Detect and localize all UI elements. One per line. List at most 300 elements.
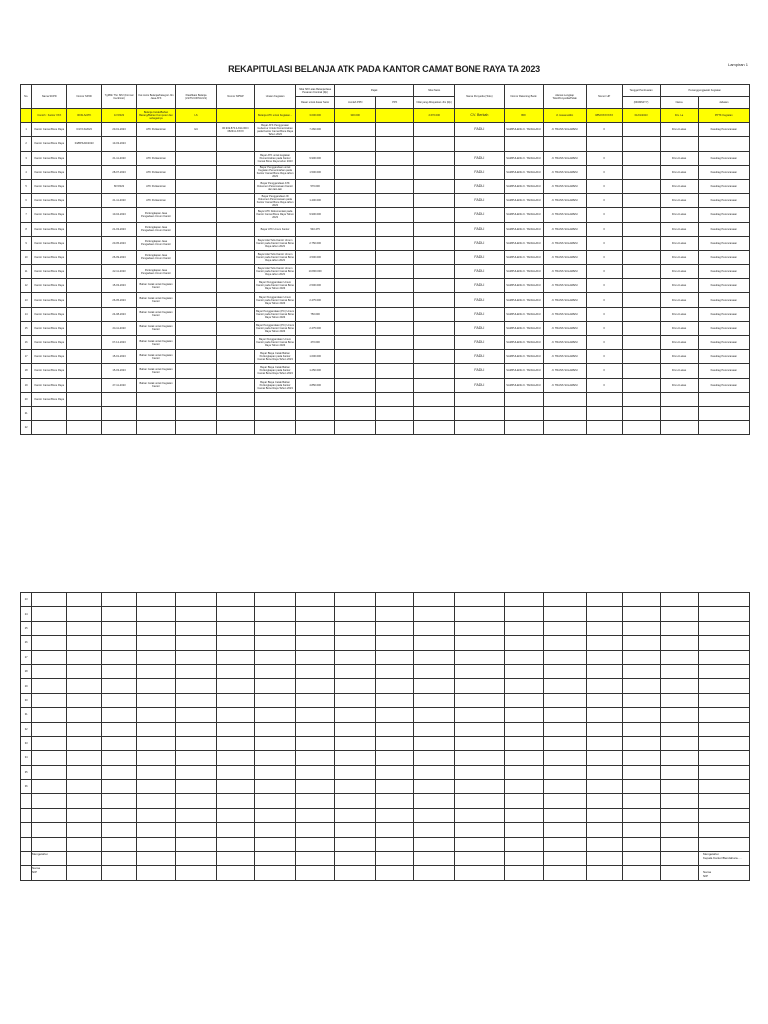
row-npwp xyxy=(217,109,255,123)
empty-cell xyxy=(586,664,622,678)
row-pph xyxy=(376,236,414,250)
row-tanggal: 28-07-2023 xyxy=(102,165,137,179)
empty-cell xyxy=(176,808,217,822)
row-hp: 0 xyxy=(586,293,622,307)
empty-cell xyxy=(67,636,102,650)
empty-cell xyxy=(217,621,255,635)
row-nilai: 4.850.000 xyxy=(296,378,335,392)
row-penyedia: FADLI xyxy=(455,165,504,179)
row-spm xyxy=(67,406,102,420)
row-pph xyxy=(376,265,414,279)
empty-cell xyxy=(137,693,176,707)
empty-cell xyxy=(32,636,67,650)
empty-cell xyxy=(455,693,504,707)
row-nilai: 2.750.000 xyxy=(296,236,335,250)
empty-cell xyxy=(32,765,67,779)
row-jabatan: Kasubag Perencanaan xyxy=(698,378,749,392)
empty-cell xyxy=(176,736,217,750)
empty-cell xyxy=(504,852,543,866)
row-nilai: 576.000 xyxy=(296,179,335,193)
row-nama xyxy=(660,137,698,151)
empty-cell xyxy=(586,751,622,765)
empty-cell xyxy=(586,722,622,736)
row-spm xyxy=(67,236,102,250)
empty-cell xyxy=(176,679,217,693)
row-ppn xyxy=(335,421,376,435)
row-klasifikasi xyxy=(176,179,217,193)
empty-cell xyxy=(414,650,455,664)
row-no: 26 xyxy=(21,636,32,650)
empty-cell xyxy=(176,650,217,664)
empty-cell xyxy=(137,650,176,664)
empty-cell xyxy=(622,823,660,837)
row-no: 5 xyxy=(21,179,32,193)
empty-cell xyxy=(455,607,504,621)
empty-cell xyxy=(217,593,255,607)
row-tanggal: 07-12-2023 xyxy=(102,336,137,350)
row-alamat: Jl. TRANS SULAWESI xyxy=(543,279,586,293)
row-jenis xyxy=(137,421,176,435)
row-nama: Drs.H.Lukas xyxy=(660,265,698,279)
row-jenis: Perlengkapan Jasa Pengadaan Umum Kantor xyxy=(137,222,176,236)
row-klasifikasi xyxy=(176,364,217,378)
row-rekening: SAMPULENG K. TANGGAKU xyxy=(504,236,543,250)
row-nama xyxy=(660,421,698,435)
row-jenis: Perlengkapan Jasa Pengadaan Umum Kantor xyxy=(137,250,176,264)
row-satker: Kantor Camat Bone Raya xyxy=(32,208,67,222)
empty-cell xyxy=(137,751,176,765)
row-tgl-pembuatan xyxy=(622,208,660,222)
empty-cell xyxy=(660,664,698,678)
row-alamat: Jl. TRANS SULAWESI xyxy=(543,265,586,279)
row-tgl-pembuatan xyxy=(622,123,660,137)
empty-cell xyxy=(176,708,217,722)
row-netto xyxy=(414,208,455,222)
row-pph xyxy=(376,392,414,406)
empty-cell xyxy=(660,751,698,765)
row-nilai xyxy=(296,137,335,151)
row-tgl-pembuatan xyxy=(622,137,660,151)
row-spm xyxy=(67,250,102,264)
row-hp: 0 xyxy=(586,336,622,350)
row-jabatan: Kasubag Perencanaan xyxy=(698,250,749,264)
table-row xyxy=(21,321,750,335)
empty-cell xyxy=(586,679,622,693)
row-jenis xyxy=(137,392,176,406)
table-row xyxy=(21,236,750,250)
empty-cell xyxy=(137,794,176,808)
empty-cell xyxy=(504,736,543,750)
empty-cell xyxy=(376,593,414,607)
row-klasifikasi xyxy=(176,378,217,392)
empty-cell xyxy=(217,607,255,621)
empty-cell xyxy=(660,823,698,837)
empty-cell xyxy=(255,636,296,650)
empty-cell xyxy=(622,650,660,664)
empty-cell xyxy=(137,780,176,794)
row-nilai: 3.000.000 xyxy=(296,109,335,123)
empty-cell xyxy=(504,636,543,650)
empty-cell xyxy=(335,722,376,736)
empty-cell xyxy=(32,722,67,736)
row-jabatan: Kasubag Perencanaan xyxy=(698,194,749,208)
row-no: 24 xyxy=(21,607,32,621)
empty-cell xyxy=(622,736,660,750)
row-satker: Kantor Camat Bone Raya xyxy=(32,179,67,193)
empty-cell xyxy=(102,852,137,866)
empty-cell xyxy=(137,722,176,736)
row-satker: Contoh : Kantor XXX xyxy=(32,109,67,123)
row-penyedia: FADLI xyxy=(455,364,504,378)
row-spm xyxy=(67,336,102,350)
empty-cell xyxy=(102,808,137,822)
empty-cell xyxy=(102,708,137,722)
row-tanggal: 20-05-2023 xyxy=(102,236,137,250)
row-satker: Kantor Camat Bone Raya xyxy=(32,293,67,307)
empty-cell xyxy=(102,837,137,851)
row-nilai: 1.500.000 xyxy=(296,165,335,179)
empty-cell xyxy=(255,607,296,621)
table-row xyxy=(21,336,750,350)
row-jenis: Bahan Cetak untuk Kegiatan Kantor xyxy=(137,293,176,307)
empty-cell xyxy=(414,823,455,837)
row-jenis xyxy=(137,137,176,151)
table-row xyxy=(21,607,750,621)
table-row xyxy=(21,679,750,693)
empty-cell xyxy=(660,708,698,722)
empty-cell xyxy=(622,794,660,808)
empty-cell xyxy=(622,780,660,794)
empty-cell xyxy=(67,664,102,678)
empty-cell xyxy=(504,664,543,678)
table-row xyxy=(21,406,750,420)
empty-cell xyxy=(698,593,749,607)
empty-cell xyxy=(67,852,102,866)
row-no: 6 xyxy=(21,194,32,208)
row-satker: Kantor Camat Bone Raya xyxy=(32,151,67,165)
empty-cell xyxy=(102,823,137,837)
empty-cell xyxy=(67,693,102,707)
table-row xyxy=(21,222,750,236)
row-tgl-pembuatan xyxy=(622,350,660,364)
row-klasifikasi xyxy=(176,151,217,165)
col-pph: PPh xyxy=(376,97,414,109)
empty-cell xyxy=(586,837,622,851)
row-ppn xyxy=(335,406,376,420)
row-hp: 0 xyxy=(586,321,622,335)
row-klasifikasi xyxy=(176,307,217,321)
empty-cell xyxy=(335,765,376,779)
empty-cell xyxy=(217,823,255,837)
row-satker: Kantor Camat Bone Raya xyxy=(32,265,67,279)
row-netto xyxy=(414,406,455,420)
empty-cell xyxy=(67,607,102,621)
row-nama xyxy=(660,392,698,406)
col-tgl-code: (DD/MM/YY) xyxy=(622,97,660,109)
row-nama: Drs.H.Lukas xyxy=(660,350,698,364)
row-satker: Kantor Camat Bone Raya xyxy=(32,279,67,293)
empty-cell xyxy=(504,708,543,722)
empty-cell xyxy=(622,593,660,607)
row-spm: 00/KLS/ATK xyxy=(67,109,102,123)
empty-cell xyxy=(217,664,255,678)
empty-cell xyxy=(504,593,543,607)
row-nama: Drs.H.Lukas xyxy=(660,279,698,293)
row-alamat xyxy=(543,421,586,435)
row-alamat: Jl. TRANS SULAWESI xyxy=(543,250,586,264)
row-jabatan: Kasubag Perencanaan xyxy=(698,236,749,250)
row-no xyxy=(21,866,32,880)
row-nilai: 1.400.000 xyxy=(296,194,335,208)
table-row xyxy=(21,722,750,736)
row-nama: Drs.H.Lukas xyxy=(660,208,698,222)
row-hp: 0 xyxy=(586,250,622,264)
row-penyedia xyxy=(455,137,504,151)
empty-cell xyxy=(176,593,217,607)
row-nilai: 2.475.000 xyxy=(296,293,335,307)
empty-cell xyxy=(455,722,504,736)
footer-right-name: Nama xyxy=(703,870,712,874)
empty-cell xyxy=(32,794,67,808)
row-no: 12 xyxy=(21,279,32,293)
row-nama: Drs.H.Lukas xyxy=(660,151,698,165)
empty-cell xyxy=(137,664,176,678)
empty-cell xyxy=(137,808,176,822)
empty-cell xyxy=(455,621,504,635)
row-no: 15 xyxy=(21,321,32,335)
row-npwp xyxy=(217,208,255,222)
row-npwp xyxy=(217,378,255,392)
table-row xyxy=(21,621,750,635)
row-nama: Drs.H.Lukas xyxy=(660,194,698,208)
row-tanggal: 26-05-2023 xyxy=(102,293,137,307)
row-hp xyxy=(586,392,622,406)
row-no: 20 xyxy=(21,392,32,406)
empty-cell xyxy=(660,722,698,736)
row-penyedia: FADLI xyxy=(455,321,504,335)
empty-cell xyxy=(102,751,137,765)
empty-cell xyxy=(376,808,414,822)
row-tgl-pembuatan xyxy=(622,179,660,193)
empty-cell xyxy=(622,693,660,707)
row-tgl-pembuatan xyxy=(622,406,660,420)
row-penyedia: FADLI xyxy=(455,222,504,236)
col-rekening: Nomor Rekening Bank xyxy=(504,85,543,109)
col-no: No. xyxy=(21,85,32,109)
empty-cell xyxy=(176,823,217,837)
empty-cell xyxy=(176,866,217,880)
empty-cell xyxy=(504,722,543,736)
table-row xyxy=(21,823,750,837)
empty-cell xyxy=(102,650,137,664)
empty-cell xyxy=(622,607,660,621)
empty-cell xyxy=(217,794,255,808)
empty-cell xyxy=(455,708,504,722)
row-hp: 0 xyxy=(586,222,622,236)
row-netto xyxy=(414,222,455,236)
empty-cell xyxy=(414,693,455,707)
row-jabatan: Kasubag Perencanaan xyxy=(698,336,749,350)
row-no xyxy=(21,109,32,123)
empty-cell xyxy=(504,751,543,765)
row-jabatan xyxy=(698,137,749,151)
empty-cell xyxy=(32,621,67,635)
row-jabatan: Kasubag Perencanaan xyxy=(698,321,749,335)
row-nilai: 9.900.000 xyxy=(296,208,335,222)
row-uraian: Bayar ATK Dokumentasi pada Kantor Camat Bone Raya Tahun 2023 xyxy=(255,208,296,222)
row-pph xyxy=(376,222,414,236)
empty-cell xyxy=(176,837,217,851)
empty-cell xyxy=(67,621,102,635)
empty-cell xyxy=(296,751,335,765)
empty-cell xyxy=(176,621,217,635)
row-rekening: SAMPULENG K. TANGGAKU xyxy=(504,364,543,378)
empty-cell xyxy=(586,708,622,722)
row-satker: Kantor Camat Bone Raya xyxy=(32,137,67,151)
empty-cell xyxy=(296,780,335,794)
col-penanggung-group: Penanggungjawab Kegiatan xyxy=(660,85,749,97)
empty-cell xyxy=(137,852,176,866)
table-row xyxy=(21,780,750,794)
empty-cell xyxy=(660,794,698,808)
empty-cell xyxy=(414,751,455,765)
row-npwp xyxy=(217,236,255,250)
col-nama: Nama xyxy=(660,97,698,109)
row-pph xyxy=(376,321,414,335)
empty-cell xyxy=(296,794,335,808)
row-rekening: SAMPULENG K. TANGGAKU xyxy=(504,321,543,335)
empty-cell xyxy=(543,621,586,635)
row-spm xyxy=(67,392,102,406)
row-no: 8 xyxy=(21,222,32,236)
empty-cell xyxy=(660,837,698,851)
row-tanggal: 15-03-2023 xyxy=(102,279,137,293)
row-uraian: Bayar Alat Tulis Kantor Umum Kantor pada Kantor Camat Bone Raya tahun 2023 xyxy=(255,265,296,279)
row-spm xyxy=(67,279,102,293)
empty-cell xyxy=(543,708,586,722)
empty-cell xyxy=(32,593,67,607)
row-jabatan: Kasubag Perencanaan xyxy=(698,165,749,179)
row-rekening xyxy=(504,392,543,406)
empty-cell xyxy=(335,780,376,794)
empty-cell xyxy=(335,808,376,822)
empty-cell xyxy=(660,852,698,866)
empty-cell xyxy=(176,751,217,765)
empty-cell xyxy=(67,823,102,837)
row-nama: Drs.H.Lukas xyxy=(660,236,698,250)
row-rekening xyxy=(504,137,543,151)
row-jenis: Bahan Cetak untuk Kegiatan Kantor xyxy=(137,307,176,321)
empty-cell xyxy=(102,636,137,650)
row-no: 9 xyxy=(21,236,32,250)
row-nilai: 9.900.000 xyxy=(296,151,335,165)
empty-cell xyxy=(543,837,586,851)
row-uraian: Bayar Biaya Cetak Bahan Perlengkapan pada Kantor Camat Bone Raya Tahun 2023 xyxy=(255,378,296,392)
row-tgl-pembuatan xyxy=(622,336,660,350)
row-tgl-pembuatan xyxy=(622,165,660,179)
col-nomor-spm: Nomor SP2D xyxy=(67,85,102,109)
empty-cell xyxy=(67,679,102,693)
empty-cell xyxy=(137,708,176,722)
empty-cell xyxy=(67,866,102,880)
empty-cell xyxy=(414,664,455,678)
row-netto xyxy=(414,179,455,193)
row-uraian: Bayar Penggandaan untuk Kegiatan Pemerintahan pada Kantor Camat Bone Raya tahun 2023 xyxy=(255,165,296,179)
row-uraian: Bayar Penggandaan Umum Kantor pada Kantor Camat Bone Raya Tahun 2023 xyxy=(255,293,296,307)
row-tgl-pembuatan xyxy=(622,279,660,293)
row-ppn xyxy=(335,151,376,165)
row-jenis: ATK Perkantoran xyxy=(137,123,176,137)
row-tgl-pembuatan xyxy=(622,194,660,208)
row-no: 33 xyxy=(21,736,32,750)
empty-cell xyxy=(255,794,296,808)
row-no xyxy=(21,808,32,822)
row-no: 3 xyxy=(21,151,32,165)
row-ppn xyxy=(335,321,376,335)
row-tanggal xyxy=(102,406,137,420)
empty-cell xyxy=(504,823,543,837)
row-nama: Drs.H.Lukas xyxy=(660,179,698,193)
row-npwp xyxy=(217,279,255,293)
empty-cell xyxy=(586,621,622,635)
row-nilai: 1.250.000 xyxy=(296,364,335,378)
row-npwp xyxy=(217,307,255,321)
row-hp: 0 xyxy=(586,378,622,392)
row-satker xyxy=(32,421,67,435)
empty-cell xyxy=(543,823,586,837)
row-nilai xyxy=(296,392,335,406)
empty-cell xyxy=(335,751,376,765)
empty-cell xyxy=(67,794,102,808)
empty-cell xyxy=(504,808,543,822)
empty-cell xyxy=(586,636,622,650)
row-ppn xyxy=(335,265,376,279)
row-nama: Drs.H.Lukas xyxy=(660,293,698,307)
row-nama: Drs.H.Lukas xyxy=(660,165,698,179)
empty-cell xyxy=(102,780,137,794)
empty-cell xyxy=(217,693,255,707)
empty-cell xyxy=(414,866,455,880)
row-spm xyxy=(67,194,102,208)
empty-cell xyxy=(455,808,504,822)
row-jenis: Perlengkapan Jasa Pengadaan Umum Kantor xyxy=(137,208,176,222)
empty-cell xyxy=(296,650,335,664)
row-satker: Kantor Camat Bone Raya xyxy=(32,378,67,392)
row-nama: Drs. La xyxy=(660,109,698,123)
row-uraian xyxy=(255,406,296,420)
empty-cell xyxy=(217,866,255,880)
row-jenis: ATK Perkantoran xyxy=(137,194,176,208)
empty-cell xyxy=(455,780,504,794)
row-klasifikasi: LS xyxy=(176,109,217,123)
row-jabatan: Kasubag Perencanaan xyxy=(698,293,749,307)
empty-cell xyxy=(102,693,137,707)
col-nilai: Nilai SP2 atas Belanja/Jasa Pesanan Kontrak (Rp) xyxy=(296,85,335,97)
row-pph xyxy=(376,250,414,264)
row-pph xyxy=(376,279,414,293)
empty-cell xyxy=(137,866,176,880)
row-klasifikasi xyxy=(176,265,217,279)
empty-cell xyxy=(698,823,749,837)
row-jenis: Bahan Cetak untuk Kegiatan Kantor xyxy=(137,364,176,378)
row-npwp xyxy=(217,350,255,364)
row-pph xyxy=(376,307,414,321)
row-rekening: SAMPULENG K. TANGGAKU xyxy=(504,307,543,321)
empty-cell xyxy=(137,593,176,607)
row-nilai: 10.800.000 xyxy=(296,265,335,279)
empty-cell xyxy=(176,852,217,866)
empty-cell xyxy=(455,593,504,607)
